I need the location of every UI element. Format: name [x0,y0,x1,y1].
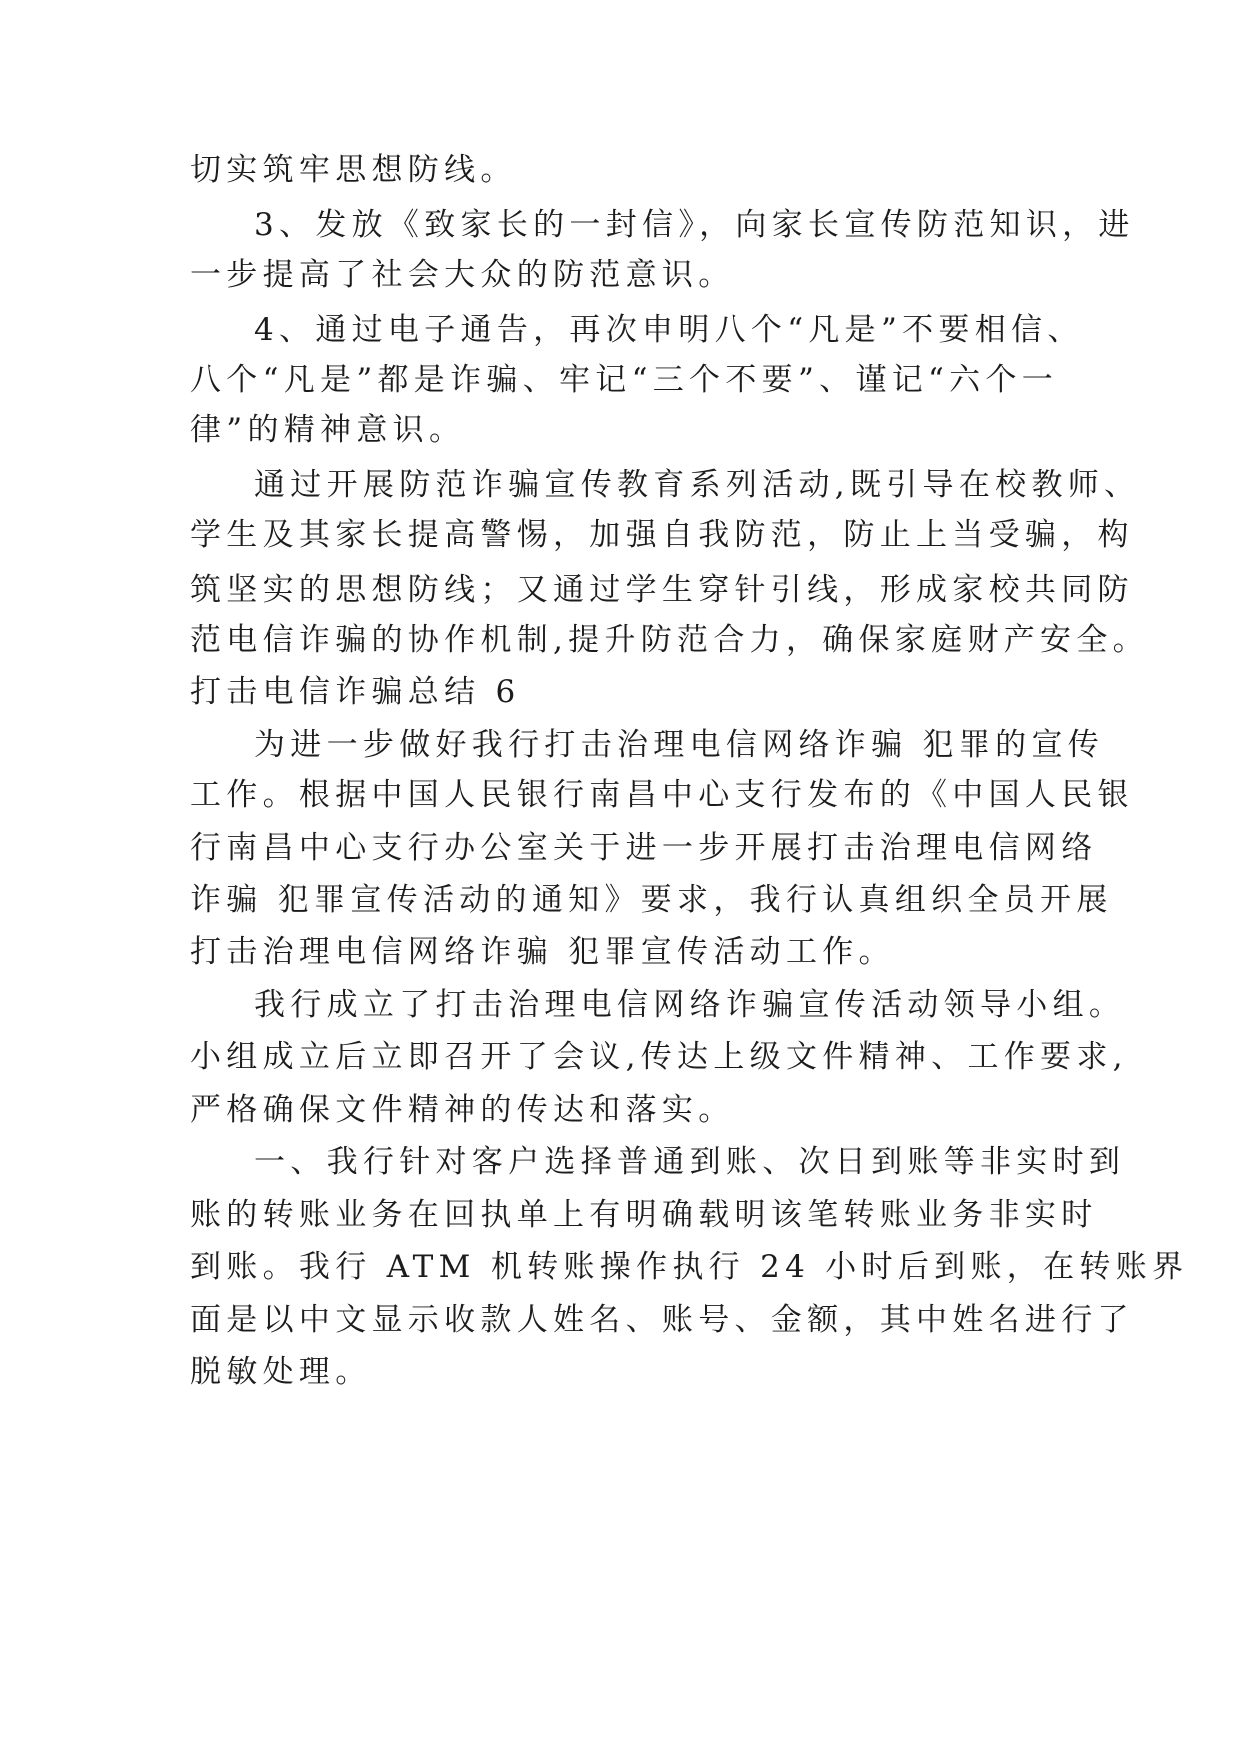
text-line: 到账。我行 ATM 机转账操作执行 24 小时后到账，在转账界 [190,1249,1189,1285]
text-line: 律”的精神意识。 [190,412,466,448]
text-line: 切实筑牢思想防线。 [190,152,517,188]
text-line: 账的转账业务在回执单上有明确载明该笔转账业务非实时 [190,1197,1098,1233]
text-line: 通过开展防范诈骗宣传教育系列活动,既引导在校教师、 [254,467,1141,503]
text-line: 打击治理电信网络诈骗 犯罪宣传活动工作。 [190,934,895,970]
text-line: 工作。根据中国人民银行南昌中心支行发布的《中国人民银 [190,777,1134,813]
text-line: 范电信诈骗的协作机制,提升防范合力，确保家庭财产安全。 [190,622,1149,658]
text-line: 为进一步做好我行打击治理电信网络诈骗 犯罪的宣传 [254,727,1105,763]
text-line: 面是以中文显示收款人姓名、账号、金额，其中姓名进行了 [190,1302,1134,1338]
section-heading: 打击电信诈骗总结 6 [190,674,521,710]
text-line: 八个“凡是”都是诈骗、牢记“三个不要”、谨记“六个一 [190,362,1059,398]
text-line: 3、发放《致家长的一封信》，向家长宣传防范知识，进 [254,207,1135,243]
text-line: 脱敏处理。 [190,1354,372,1390]
text-line: 一、我行针对客户选择普通到账、次日到账等非实时到 [254,1144,1126,1180]
text-line: 行南昌中心支行办公室关于进一步开展打击治理电信网络 [190,830,1098,866]
text-line: 严格确保文件精神的传达和落实。 [190,1092,735,1128]
text-line: 我行成立了打击治理电信网络诈骗宣传活动领导小组。 [254,987,1126,1023]
text-line: 一步提高了社会大众的防范意识。 [190,257,735,293]
text-line: 诈骗 犯罪宣传活动的通知》要求，我行认真组织全员开展 [190,882,1113,918]
text-line: 4、通过电子通告，再次申明八个“凡是”不要相信、 [254,312,1084,348]
text-line: 小组成立后立即召开了会议,传达上级文件精神、工作要求, [190,1039,1128,1075]
text-line: 学生及其家长提高警惕，加强自我防范，防止上当受骗，构 [190,517,1134,553]
text-line: 筑坚实的思想防线；又通过学生穿针引线，形成家校共同防 [190,572,1134,608]
